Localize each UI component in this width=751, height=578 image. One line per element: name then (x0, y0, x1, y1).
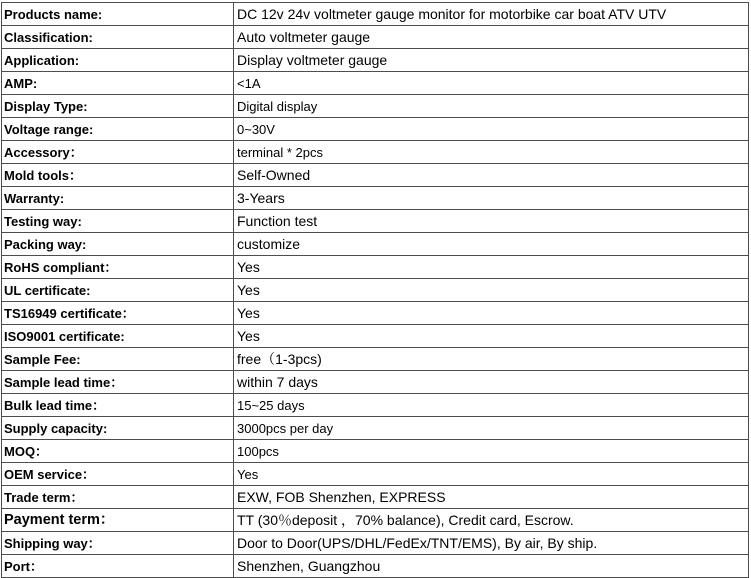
testing-way-label: Testing way: (2, 210, 234, 233)
voltage-range-value: 0~30V (234, 118, 749, 141)
table-row (2, 279, 749, 302)
table-row (2, 509, 749, 532)
display-type-label: Display Type: (2, 95, 234, 118)
iso9001-certificate-value: Yes (234, 325, 749, 348)
table-row (2, 532, 749, 555)
table-row (2, 371, 749, 394)
products-name-value: DC 12v 24v voltmeter gauge monitor for motorbike car boat ATV UTV (234, 3, 749, 26)
ts16949-certificate-label: TS16949 certificate： (2, 302, 234, 325)
table-row (2, 118, 749, 141)
warranty-value: 3-Years (234, 187, 749, 210)
accessory-label: Accessory： (2, 141, 234, 164)
testing-way-value: Function test (234, 210, 749, 233)
packing-way-value: customize (234, 233, 749, 256)
table-row (2, 555, 749, 578)
table-row (2, 256, 749, 279)
rohs-compliant-label: RoHS compliant： (2, 256, 234, 279)
mold-tools-value: Self-Owned (234, 164, 749, 187)
products-name-label: Products name: (2, 3, 234, 26)
table-row (2, 95, 749, 118)
moq-value: 100pcs (234, 440, 749, 463)
packing-way-label: Packing way: (2, 233, 234, 256)
trade-term-label: Trade term： (2, 486, 234, 509)
ts16949-certificate-value: Yes (234, 302, 749, 325)
table-row (2, 394, 749, 417)
shipping-way-value: Door to Door(UPS/DHL/FedEx/TNT/EMS), By air, By ship. (234, 532, 749, 555)
supply-capacity-value: 3000pcs per day (234, 417, 749, 440)
sample-lead-time-value: within 7 days (234, 371, 749, 394)
payment-term-label: Payment term： (2, 509, 234, 532)
table-row (2, 26, 749, 49)
table-row (2, 187, 749, 210)
table-row (2, 233, 749, 256)
ul-certificate-label: UL certificate: (2, 279, 234, 302)
table-row (2, 486, 749, 509)
product-spec-table (1, 2, 749, 578)
sample-fee-value: free（1-3pcs) (234, 348, 749, 371)
mold-tools-label: Mold tools： (2, 164, 234, 187)
rohs-compliant-value: Yes (234, 256, 749, 279)
table-row (2, 302, 749, 325)
accessory-value: terminal * 2pcs (234, 141, 749, 164)
amp-label: AMP: (2, 72, 234, 95)
application-label: Application: (2, 49, 234, 72)
supply-capacity-label: Supply capacity: (2, 417, 234, 440)
table-row (2, 49, 749, 72)
trade-term-value: EXW, FOB Shenzhen, EXPRESS (234, 486, 749, 509)
table-row (2, 417, 749, 440)
shipping-way-label: Shipping way： (2, 532, 234, 555)
table-row (2, 164, 749, 187)
table-row (2, 210, 749, 233)
table-row (2, 72, 749, 95)
table-row (2, 440, 749, 463)
sample-fee-label: Sample Fee: (2, 348, 234, 371)
ul-certificate-value: Yes (234, 279, 749, 302)
table-row (2, 141, 749, 164)
voltage-range-label: Voltage range: (2, 118, 234, 141)
bulk-lead-time-value: 15~25 days (234, 394, 749, 417)
port-label: Port： (2, 555, 234, 578)
oem-service-value: Yes (234, 463, 749, 486)
table-row (2, 348, 749, 371)
application-value: Display voltmeter gauge (234, 49, 749, 72)
sample-lead-time-label: Sample lead time： (2, 371, 234, 394)
classification-label: Classification: (2, 26, 234, 49)
payment-term-value: TT (30％deposit ，70% balance), Credit card, Escrow. (234, 509, 749, 532)
iso9001-certificate-label: ISO9001 certificate: (2, 325, 234, 348)
table-row (2, 325, 749, 348)
warranty-label: Warranty: (2, 187, 234, 210)
moq-label: MOQ： (2, 440, 234, 463)
table-row (2, 463, 749, 486)
display-type-value: Digital display (234, 95, 749, 118)
amp-value: <1A (234, 72, 749, 95)
table-row (2, 3, 749, 26)
port-value: Shenzhen, Guangzhou (234, 555, 749, 578)
bulk-lead-time-label: Bulk lead time： (2, 394, 234, 417)
oem-service-label: OEM service： (2, 463, 234, 486)
classification-value: Auto voltmeter gauge (234, 26, 749, 49)
